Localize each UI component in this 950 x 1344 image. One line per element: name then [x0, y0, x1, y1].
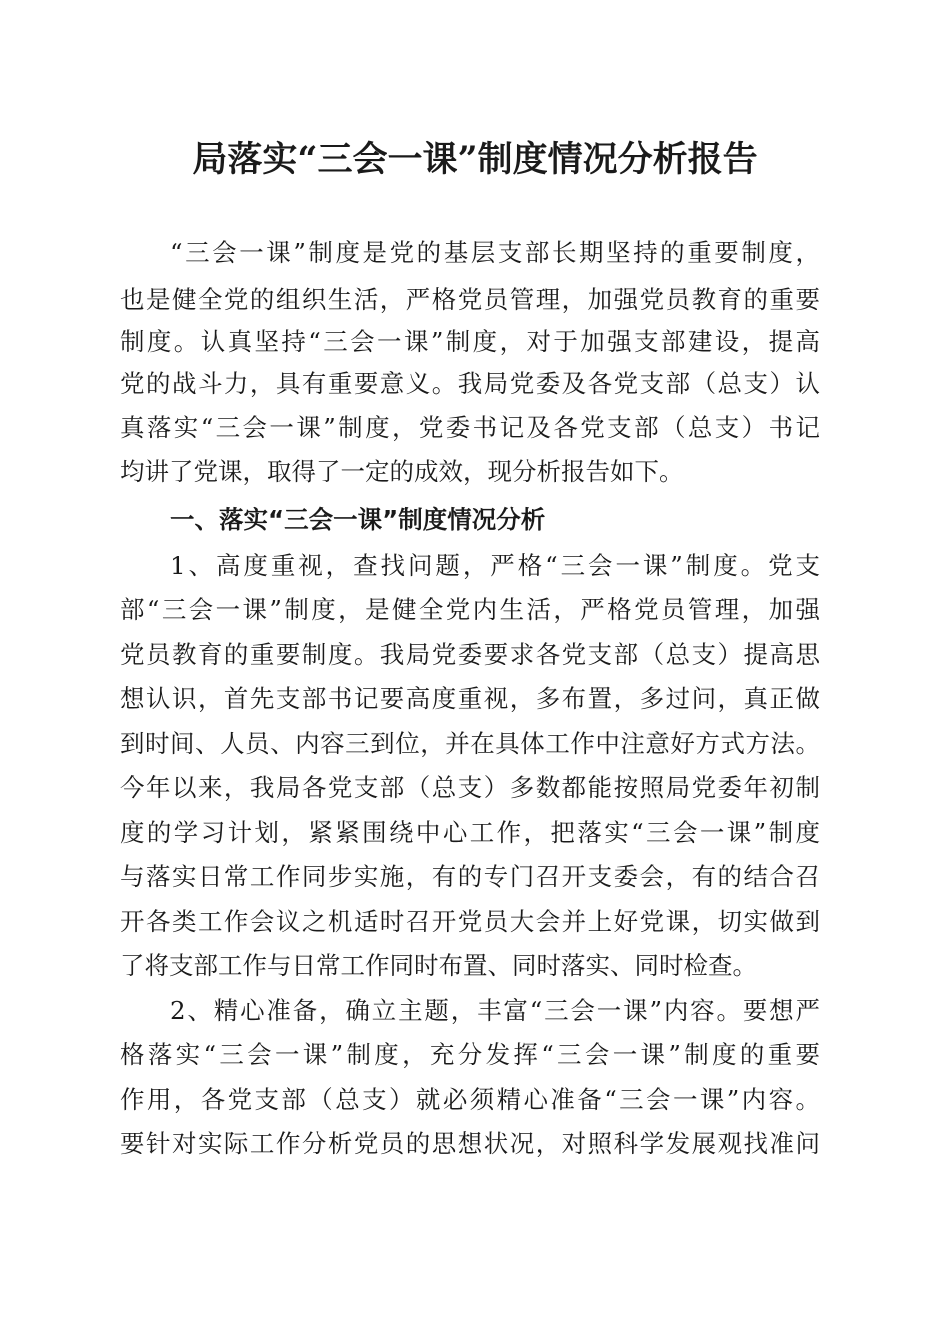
intro-line: 均讲了党课，取得了一定的成效，现分析报告如下。 [120, 457, 684, 486]
para2-line: 要针对实际工作分析党员的思想状况，对照科学发展观找准问 [120, 1129, 820, 1158]
para2-line: 作用，各党支部（总支）就必须精心准备“三会一课”内容。 [120, 1085, 820, 1114]
para1-line: 部“三会一课”制度，是健全党内生活，严格党员管理，加强 [120, 595, 820, 624]
para1-line: 1、高度重视，查找问题，严格“三会一课”制度。党支 [170, 551, 820, 580]
para2-line: 2、精心准备，确立主题，丰富“三会一课”内容。要想严 [170, 996, 820, 1025]
intro-line: 制度。认真坚持“三会一课”制度，对于加强支部建设，提高 [120, 327, 820, 356]
document-body [120, 0, 840, 1344]
para1-line: 到时间、人员、内容三到位，并在具体工作中注意好方式方法。 [120, 729, 820, 758]
para1-line: 与落实日常工作同步实施，有的专门召开支委会，有的结合召 [120, 862, 820, 891]
section-heading: 一、落实“三会一课”制度情况分析 [170, 505, 546, 534]
intro-line: 真落实“三会一课”制度，党委书记及各党支部（总支）书记 [120, 413, 820, 442]
para1-line: 度的学习计划，紧紧围绕中心工作，把落实“三会一课”制度 [120, 818, 820, 847]
para1-line: 今年以来，我局各党支部（总支）多数都能按照局党委年初制 [120, 773, 820, 802]
intro-line: 党的战斗力，具有重要意义。我局党委及各党支部（总支）认 [120, 369, 820, 398]
document-title: 局落实“三会一课”制度情况分析报告 [192, 139, 758, 180]
intro-line: 也是健全党的组织生活，严格党员管理，加强党员教育的重要 [120, 285, 820, 314]
intro-line: “三会一课”制度是党的基层支部长期坚持的重要制度， [170, 238, 820, 267]
para1-line: 党员教育的重要制度。我局党委要求各党支部（总支）提高思 [120, 640, 820, 669]
para1-line: 想认识，首先支部书记要高度重视，多布置，多过问，真正做 [120, 684, 820, 713]
para1-line: 开各类工作会议之机适时召开党员大会并上好党课，切实做到 [120, 907, 820, 936]
para2-line: 格落实“三会一课”制度，充分发挥“三会一课”制度的重要 [120, 1040, 820, 1069]
para1-line: 了将支部工作与日常工作同时布置、同时落实、同时检查。 [120, 951, 757, 980]
